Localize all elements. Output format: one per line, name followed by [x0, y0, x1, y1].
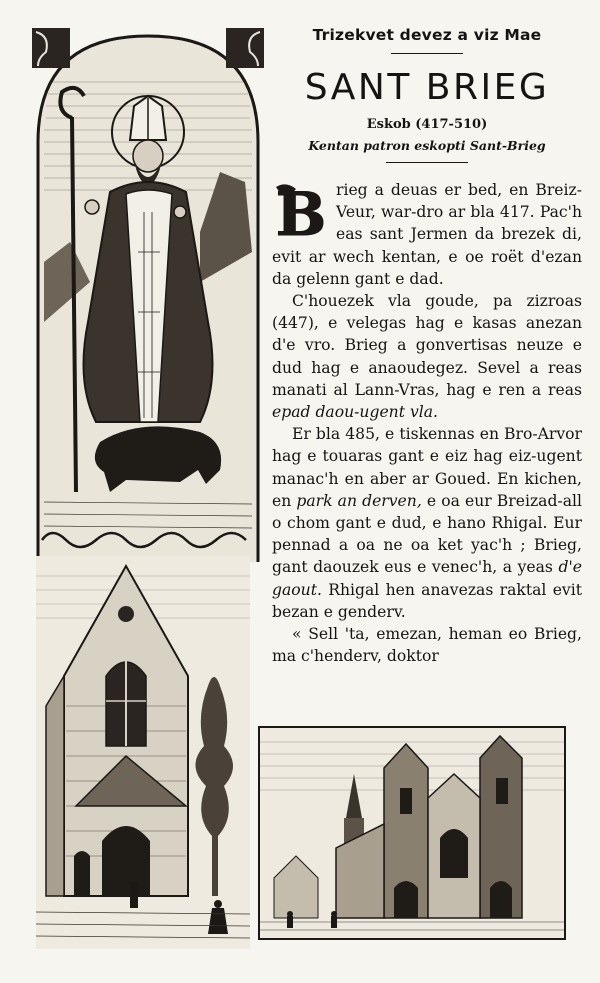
paragraph-3-italic-2: d'e gaout. — [272, 558, 582, 599]
drop-cap-letter: B — [275, 181, 327, 245]
subtitle-rule — [386, 162, 468, 163]
paragraph-2-italic: epad daou-ugent vla. — [272, 403, 438, 422]
chapel-illustration — [36, 556, 250, 949]
paragraph-3-text-a: Er bla 485, e tiskennas en Bro-Arvor hag e touaras gant e eiz hag eiz-ugent manac'h en aber ar Goued. En kichen, en — [272, 425, 582, 510]
calendar-kicker: Trizekvet devez a viz Mae — [312, 26, 542, 44]
paragraph-4: « Sell 'ta, emezan, heman eo Brieg, ma c'henderv, doktor — [272, 625, 582, 666]
paragraph-3 — [272, 423, 582, 623]
cathedral-illustration — [258, 726, 566, 940]
saint-brieg-illustration — [30, 22, 266, 562]
drop-cap — [272, 181, 330, 245]
header-rule — [391, 53, 463, 54]
paragraph-2 — [272, 290, 582, 423]
cathedral-engraving-svg — [260, 728, 564, 938]
paragraph-3-text-c: Rhigal hen anavezas raktal evit bezan e genderv. — [272, 580, 582, 621]
paragraph-1: rieg a deuas er bed, en Breiz-Veur, war-dro ar bla 417. Pac'h eas sant Jermen da brezek di, evit ar wech kentan, e oe roët d'ezan da gelenn gant e dad. — [272, 181, 582, 288]
subtitle-role: Kentan patron eskopti Sant-Brieg — [308, 138, 546, 153]
subtitle-dates: Eskob (417-510) — [366, 117, 488, 132]
article-column — [272, 22, 582, 667]
paragraph-2-text: C'houezek vla goude, pa zizroas (447), e velegas hag e kasas anezan d'e vro. Brieg a gonvertisas neuze e dud hag e anaoudegez. Sevel a reas manati al Lann-Vras, hag e ren a reas — [272, 292, 582, 399]
saint-engraving-svg — [30, 22, 266, 562]
chapel-engraving-svg — [36, 556, 250, 949]
paragraph-3-italic-1: park an derven, — [296, 491, 422, 510]
left-illustration-column — [30, 22, 266, 947]
paragraph-3-text-b: e oa eur Breizad-all o chom gant e dud, e hano Rhigal. Eur pennad a oa ne oa ket yac'h ; Brieg, gant daouzek eus e venec'h, a yeas — [272, 491, 582, 577]
article-body — [272, 179, 582, 667]
page-title: SANT BRIEG — [304, 67, 550, 108]
